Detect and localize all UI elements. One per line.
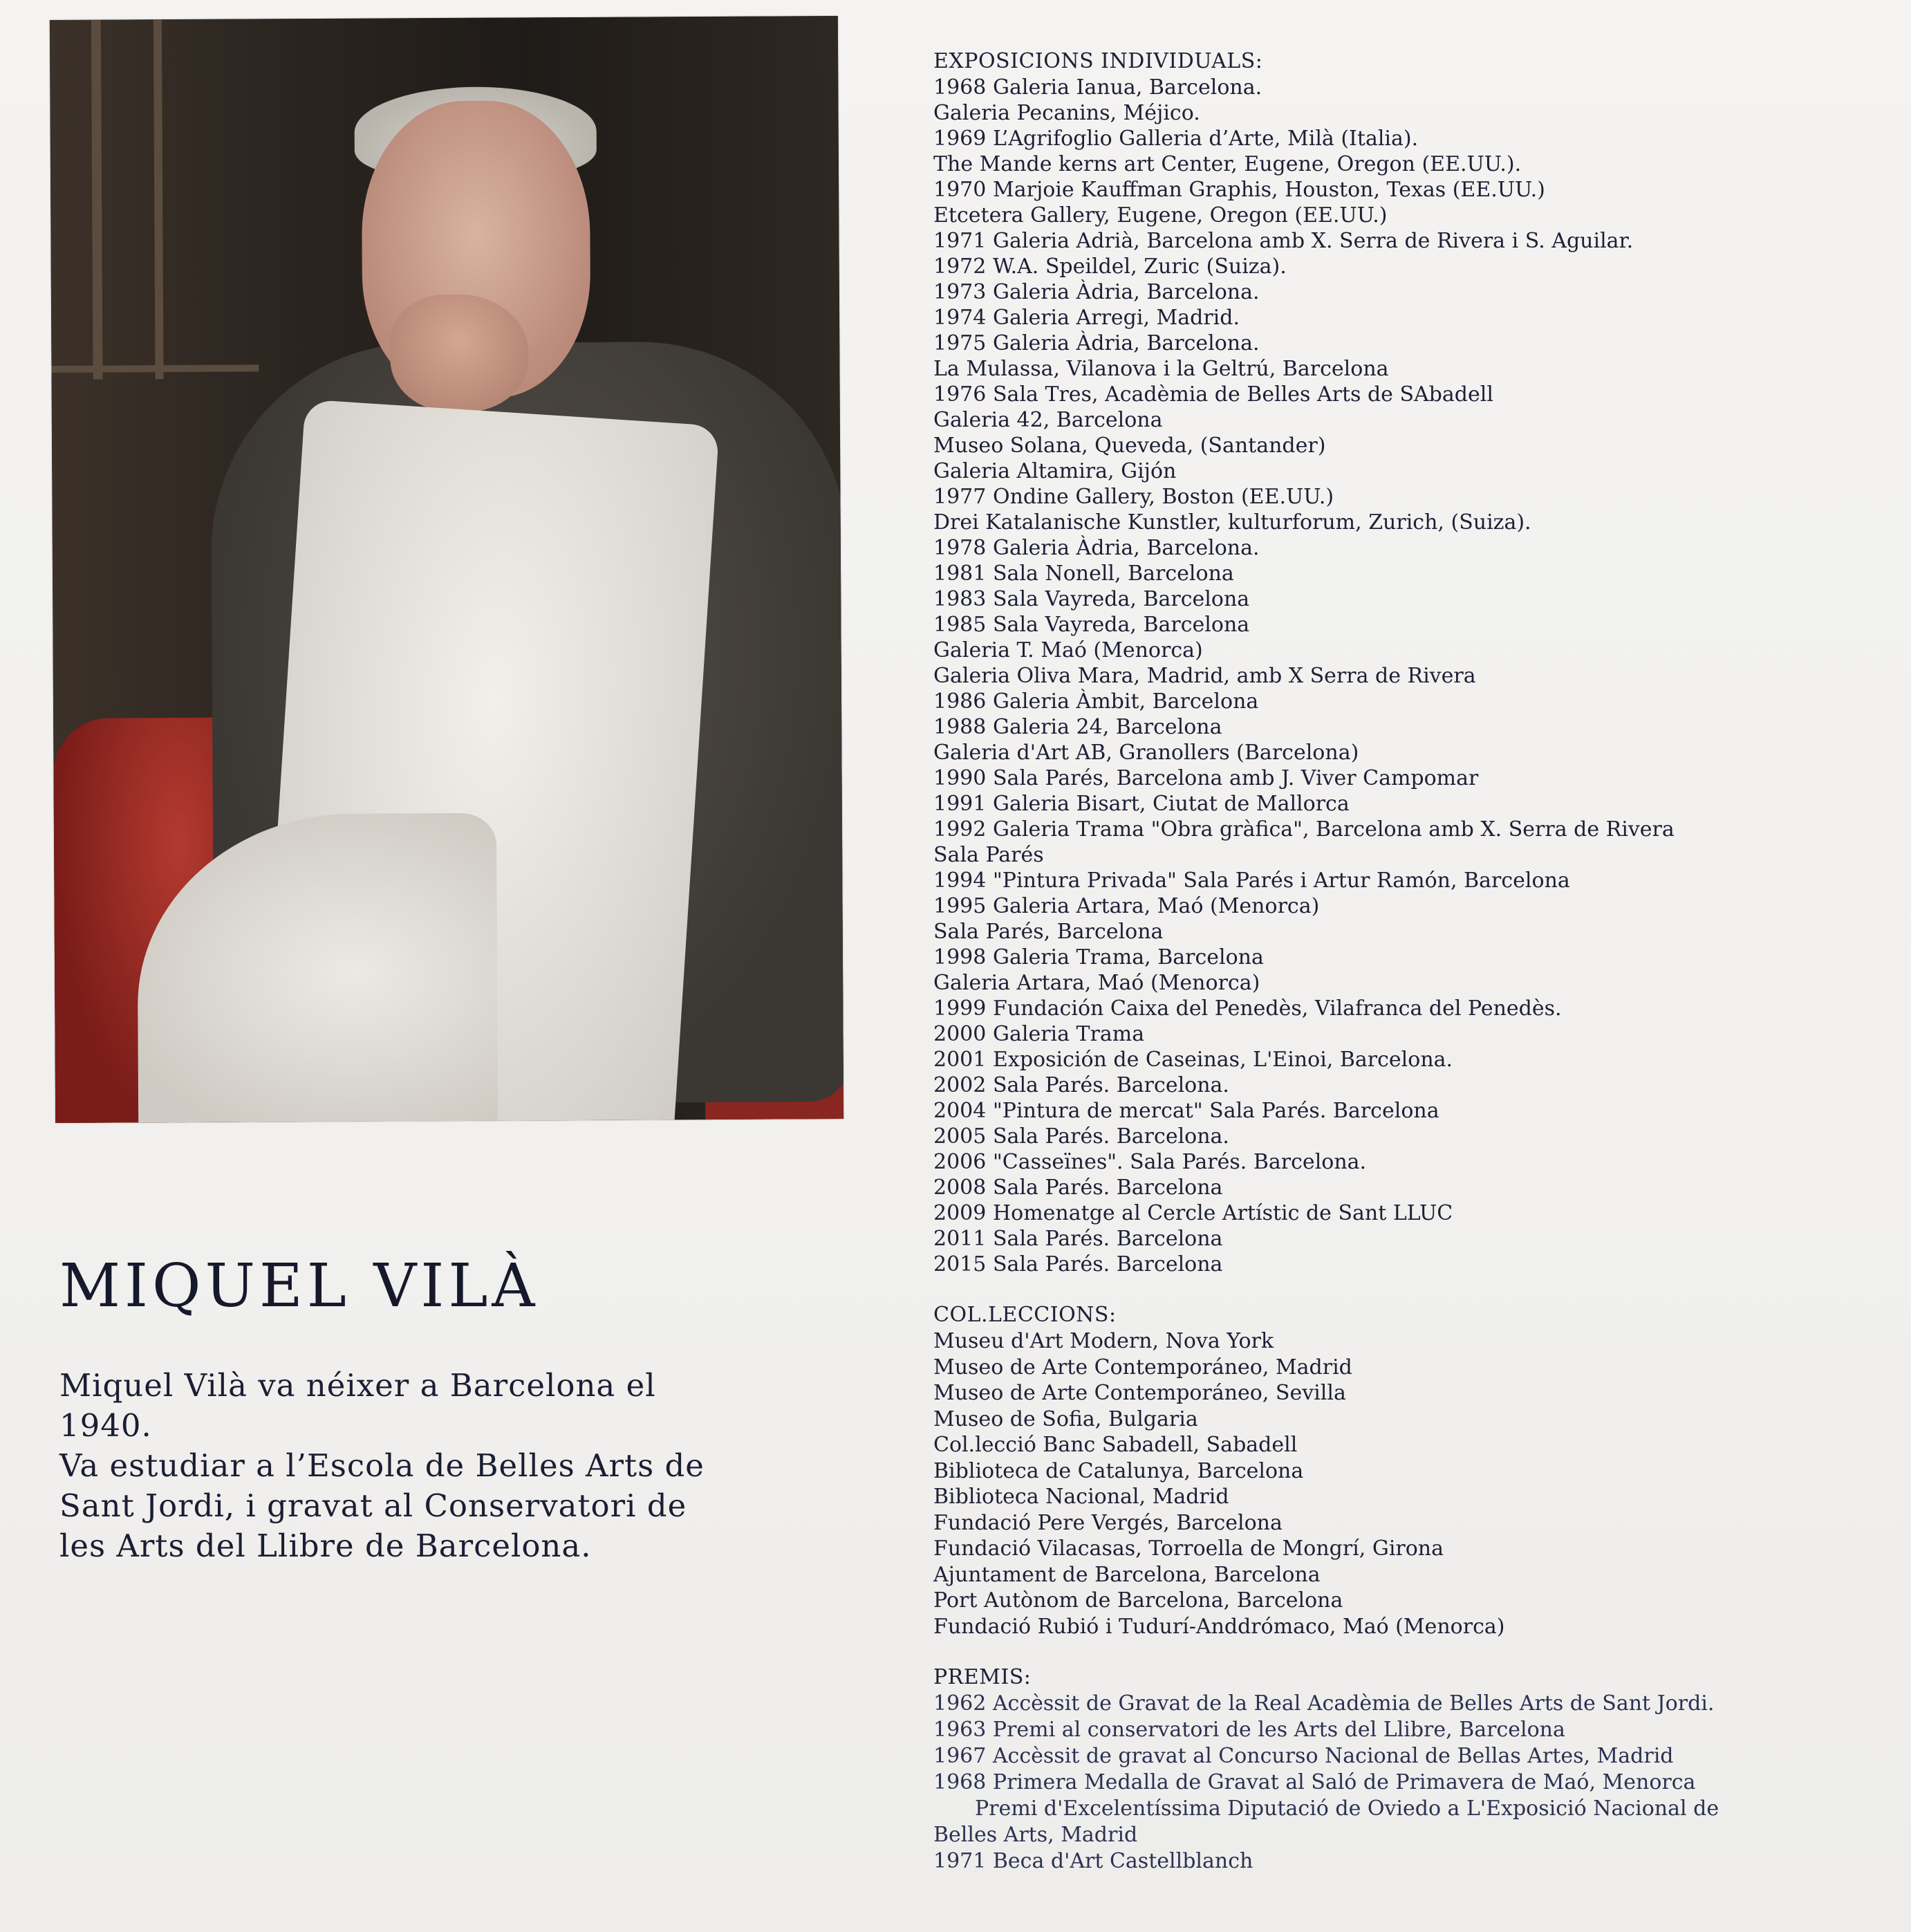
exhibition-venue: Sala Parés. Barcelona: [993, 1227, 1223, 1251]
artist-name: MIQUEL VILÀ: [59, 1252, 539, 1321]
exhibition-year: 1999: [933, 996, 987, 1021]
prize-row: Premi d'Excelentíssima Diputació de Oviedo a L'Exposició Nacional de: [975, 1796, 1719, 1821]
exhibition-row: [933, 893, 1894, 919]
collection-item: Museo de Arte Contemporáneo, Madrid: [933, 1355, 1352, 1380]
exhibition-row: [933, 817, 1894, 842]
collection-item: Biblioteca de Catalunya, Barcelona: [933, 1458, 1304, 1483]
exhibition-year: 2005: [933, 1124, 987, 1149]
exhibition-venue: Galeria Trama "Obra gràfica", Barcelona amb X. Serra de Rivera: [993, 817, 1675, 842]
exhibition-year: 1973: [933, 280, 987, 304]
bio-line: les Arts del Llibre de Barcelona.: [59, 1527, 592, 1564]
prizes-list: [933, 1691, 1894, 1875]
exhibition-row: [933, 1021, 1894, 1047]
exhibition-venue: "Casseïnes". Sala Parés. Barcelona.: [993, 1150, 1367, 1174]
exhibition-row: [933, 868, 1894, 893]
exhibition-venue: Galeria Trama, Barcelona: [993, 945, 1264, 969]
collections-list: [933, 1328, 1894, 1640]
exhibition-row: [933, 638, 1894, 663]
exhibition-year: 1990: [933, 766, 987, 790]
exhibition-year: 1988: [933, 715, 987, 739]
exhibition-venue: Galeria Oliva Mara, Madrid, amb X Serra de Rivera: [933, 664, 1476, 688]
prizes-heading: PREMIS:: [933, 1665, 1032, 1689]
exhibition-year: 1971: [933, 229, 987, 253]
exhibitions-list: [933, 75, 1894, 1277]
exhibition-venue: Sala Vayreda, Barcelona: [993, 613, 1250, 637]
exhibition-row: [933, 765, 1894, 791]
bio-line: 1940.: [59, 1407, 152, 1444]
exhibition-row: [933, 1200, 1894, 1226]
exhibition-row: [933, 151, 1894, 177]
exhibition-venue: "Pintura de mercat" Sala Parés. Barcelona: [993, 1099, 1439, 1123]
exhibition-venue: Sala Parés: [933, 843, 1044, 867]
exhibition-venue: Galeria T. Maó (Menorca): [933, 638, 1203, 662]
exhibition-venue: "Pintura Privada" Sala Parés i Artur Ramón, Barcelona: [993, 869, 1570, 893]
collection-item: Col.lecció Banc Sabadell, Sabadell: [933, 1433, 1298, 1457]
bio-line: Sant Jordi, i gravat al Conservatori de: [59, 1487, 687, 1524]
exhibition-venue: La Mulassa, Vilanova i la Geltrú, Barcelona: [933, 357, 1389, 381]
exhibition-venue: Galeria Artara, Maó (Menorca): [933, 971, 1260, 995]
collection-item: Biblioteca Nacional, Madrid: [933, 1485, 1229, 1509]
exhibition-year: 1974: [933, 306, 987, 330]
prize-row: 1967 Accèssit de gravat al Concurso Nacional de Bellas Artes, Madrid: [933, 1744, 1674, 1768]
collection-item: Museo de Sofia, Bulgaria: [933, 1406, 1198, 1431]
exhibition-row: [933, 842, 1894, 868]
shelf-post: [91, 20, 103, 380]
exhibition-row: [933, 382, 1894, 407]
exhibition-venue: Sala Parés. Barcelona.: [993, 1124, 1229, 1149]
exhibition-row: [933, 510, 1894, 535]
exhibitions-heading: EXPOSICIONS INDIVIDUALS:: [933, 49, 1263, 73]
exhibition-venue: Galeria 42, Barcelona: [933, 408, 1163, 432]
exhibition-year: 1995: [933, 894, 987, 918]
exhibition-year: 2006: [933, 1150, 987, 1174]
exhibition-venue: Exposición de Caseinas, L'Einoi, Barcelona.: [993, 1048, 1453, 1072]
exhibition-venue: Galeria d'Art AB, Granollers (Barcelona): [933, 741, 1359, 765]
exhibition-row: [933, 407, 1894, 433]
exhibition-row: [933, 689, 1894, 714]
exhibition-venue: L’Agrifoglio Galleria d’Arte, Milà (Italia).: [993, 127, 1419, 151]
exhibition-venue: Sala Parés. Barcelona: [993, 1176, 1223, 1200]
exhibition-year: 2009: [933, 1201, 987, 1225]
exhibition-year: 1970: [933, 178, 987, 202]
exhibition-year: 1976: [933, 382, 987, 407]
bio-line: Va estudiar a l’Escola de Belles Arts de: [59, 1447, 705, 1484]
exhibition-row: [933, 254, 1894, 279]
exhibition-year: 1991: [933, 792, 987, 816]
exhibition-venue: Galeria Àdria, Barcelona.: [993, 331, 1260, 355]
prize-row: 1963 Premi al conservatori de les Arts del Llibre, Barcelona: [933, 1718, 1565, 1742]
prize-row: Belles Arts, Madrid: [933, 1823, 1138, 1847]
exhibition-venue: Sala Nonell, Barcelona: [993, 561, 1234, 586]
exhibition-year: 1977: [933, 485, 987, 509]
section-spacer: [933, 1277, 1894, 1302]
exhibition-year: 1968: [933, 75, 987, 100]
exhibition-row: [933, 458, 1894, 484]
exhibition-row: [933, 1149, 1894, 1175]
exhibition-row: [933, 740, 1894, 765]
exhibition-venue: The Mande kerns art Center, Eugene, Oregon (EE.UU.).: [933, 152, 1522, 176]
exhibition-row: [933, 945, 1894, 970]
collection-item: Fundació Pere Vergés, Barcelona: [933, 1510, 1283, 1535]
exhibition-row: [933, 331, 1894, 356]
exhibition-venue: Galeria Àmbit, Barcelona: [993, 689, 1259, 714]
exhibition-year: 2000: [933, 1022, 987, 1046]
exhibition-row: [933, 126, 1894, 151]
exhibition-year: 2002: [933, 1073, 987, 1097]
collections-heading: COL.LECCIONS:: [933, 1303, 1117, 1327]
hand: [390, 294, 529, 412]
prize-row: 1971 Beca d'Art Castellblanch: [933, 1849, 1253, 1873]
exhibition-row: [933, 279, 1894, 305]
exhibition-row: [933, 996, 1894, 1021]
exhibition-row: [933, 714, 1894, 740]
exhibition-row: [933, 203, 1894, 228]
exhibition-row: [933, 1175, 1894, 1200]
exhibition-row: [933, 1072, 1894, 1098]
exhibition-year: 1975: [933, 331, 987, 355]
bio-line: Miquel Vilà va néixer a Barcelona el: [59, 1367, 656, 1404]
exhibition-row: [933, 1226, 1894, 1252]
exhibition-year: 1986: [933, 689, 987, 714]
collection-item: Museu d'Art Modern, Nova York: [933, 1329, 1274, 1353]
exhibition-venue: Sala Tres, Acadèmia de Belles Arts de SAbadell: [993, 382, 1493, 407]
exhibition-year: 1983: [933, 587, 987, 611]
exhibition-row: [933, 228, 1894, 254]
exhibition-row: [933, 177, 1894, 203]
exhibition-year: 2001: [933, 1048, 987, 1072]
cv-column: [933, 48, 1894, 1875]
exhibition-year: 1972: [933, 254, 987, 279]
prize-row: 1968 Primera Medalla de Gravat al Saló de Primavera de Maó, Menorca: [933, 1770, 1696, 1794]
exhibition-venue: Fundación Caixa del Penedès, Vilafranca del Penedès.: [993, 996, 1562, 1021]
exhibition-year: 2008: [933, 1176, 987, 1200]
exhibition-row: [933, 663, 1894, 689]
exhibition-venue: Sala Parés, Barcelona amb J. Viver Campomar: [993, 766, 1479, 790]
exhibition-venue: Galeria Altamira, Gijón: [933, 459, 1177, 483]
exhibition-venue: Galeria 24, Barcelona: [993, 715, 1222, 739]
exhibition-row: [933, 1252, 1894, 1277]
shelf-board: [51, 364, 259, 373]
exhibition-year: 1998: [933, 945, 987, 969]
artist-portrait-photo: [50, 16, 843, 1123]
exhibition-venue: Sala Parés. Barcelona.: [993, 1073, 1229, 1097]
exhibition-year: 1985: [933, 613, 987, 637]
artist-bio: [59, 1366, 848, 1566]
exhibition-row: [933, 612, 1894, 638]
exhibition-venue: Sala Parés, Barcelona: [933, 920, 1164, 944]
exhibition-year: 2004: [933, 1099, 987, 1123]
exhibition-row: [933, 970, 1894, 996]
exhibition-venue: Museo Solana, Queveda, (Santander): [933, 434, 1326, 458]
exhibition-venue: Galeria Pecanins, Méjico.: [933, 101, 1200, 125]
collection-item: Fundació Rubió i Tudurí-Anddrómaco, Maó (Menorca): [933, 1614, 1505, 1639]
exhibition-venue: Homenatge al Cercle Artístic de Sant LLUC: [993, 1201, 1453, 1225]
exhibition-venue: Galeria Àdria, Barcelona.: [993, 536, 1260, 560]
exhibition-year: 2011: [933, 1227, 987, 1251]
prize-row: 1962 Accèssit de Gravat de la Real Acadèmia de Belles Arts de Sant Jordi.: [933, 1691, 1715, 1716]
exhibition-year: 1978: [933, 536, 987, 560]
collection-item: Fundació Vilacasas, Torroella de Mongrí, Girona: [933, 1536, 1444, 1561]
exhibition-venue: Galeria Artara, Maó (Menorca): [993, 894, 1320, 918]
exhibition-year: 1969: [933, 127, 987, 151]
exhibition-venue: Ondine Gallery, Boston (EE.UU.): [993, 485, 1334, 509]
exhibition-venue: Sala Parés. Barcelona: [993, 1252, 1223, 1276]
exhibition-venue: Galeria Bisart, Ciutat de Mallorca: [993, 792, 1350, 816]
exhibition-venue: Galeria Adrià, Barcelona amb X. Serra de Rivera i S. Aguilar.: [993, 229, 1634, 253]
exhibition-venue: Galeria Àdria, Barcelona.: [993, 280, 1260, 304]
collection-item: Museo de Arte Contemporáneo, Sevilla: [933, 1381, 1346, 1405]
exhibition-venue: Etcetera Gallery, Eugene, Oregon (EE.UU.): [933, 203, 1388, 227]
exhibition-row: [933, 100, 1894, 126]
exhibition-venue: W.A. Speildel, Zuric (Suiza).: [993, 254, 1287, 279]
exhibition-row: [933, 75, 1894, 100]
exhibition-year: 2015: [933, 1252, 987, 1276]
exhibition-year: 1992: [933, 817, 987, 842]
exhibition-year: 1981: [933, 561, 987, 586]
exhibition-venue: Marjoie Kauffman Graphis, Houston, Texas (EE.UU.): [993, 178, 1545, 202]
collection-item: Port Autònom de Barcelona, Barcelona: [933, 1588, 1343, 1613]
exhibition-venue: Sala Vayreda, Barcelona: [993, 587, 1250, 611]
exhibition-venue: Galeria Ianua, Barcelona.: [993, 75, 1262, 100]
exhibition-venue: Drei Katalanische Kunstler, kulturforum, Zurich, (Suiza).: [933, 510, 1531, 535]
exhibition-row: [933, 919, 1894, 945]
exhibition-venue: Galeria Trama: [993, 1022, 1145, 1046]
exhibition-row: [933, 433, 1894, 458]
exhibition-row: [933, 1098, 1894, 1124]
exhibition-venue: Galeria Arregi, Madrid.: [993, 306, 1240, 330]
exhibition-row: [933, 561, 1894, 586]
exhibition-row: [933, 586, 1894, 612]
exhibition-row: [933, 791, 1894, 817]
collection-item: Ajuntament de Barcelona, Barcelona: [933, 1562, 1321, 1587]
exhibition-row: [933, 1047, 1894, 1072]
exhibition-row: [933, 535, 1894, 561]
exhibition-row: [933, 484, 1894, 510]
exhibition-row: [933, 356, 1894, 382]
section-spacer: [933, 1640, 1894, 1664]
exhibition-row: [933, 1124, 1894, 1149]
exhibition-year: 1994: [933, 869, 987, 893]
exhibition-row: [933, 305, 1894, 331]
